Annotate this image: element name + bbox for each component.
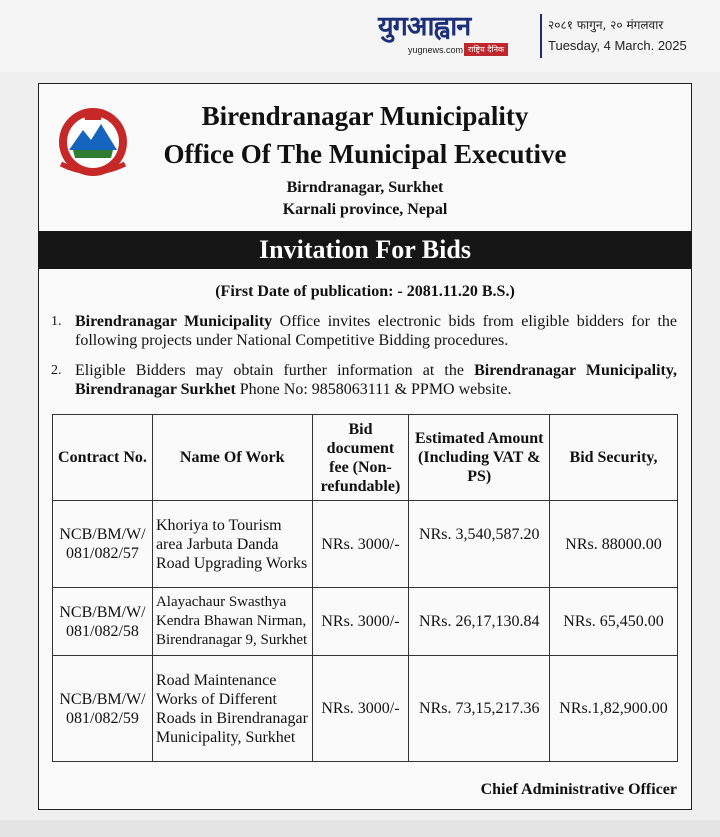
table-row <box>53 501 678 588</box>
paragraph-2 <box>51 361 677 399</box>
column-header: Bid Security, <box>550 415 678 501</box>
brand-site: yugnews.com <box>408 45 464 55</box>
estimated-amount-cell: NRs. 3,540,587.20 <box>409 501 550 588</box>
english-date: Tuesday, 4 March. 2025 <box>548 38 687 53</box>
office-name: Office Of The Municipal Executive <box>163 139 567 169</box>
work-name-cell: Alayachaur Swasthya Kendra Bhawan Nirman, Birendranagar 9, Surkhet <box>152 588 312 656</box>
signoff: Chief Administrative Officer <box>480 781 677 798</box>
bid-fee-cell: NRs. 3000/- <box>312 656 409 762</box>
contract-no-cell: NCB/BM/W/ 081/082/59 <box>53 656 153 762</box>
newspaper-masthead <box>0 0 720 72</box>
work-name-cell: Road Maintenance Works of Different Roads in Birendranagar Municipality, Surkhet <box>152 656 312 762</box>
municipality-name: Birendranagar Municipality <box>201 101 529 131</box>
column-header: Bid document fee (Non-refundable) <box>312 415 409 501</box>
paragraph-1 <box>51 312 677 350</box>
brand-tagline: राष्ट्रिय दैनिक <box>464 43 508 56</box>
bid-fee-cell: NRs. 3000/- <box>312 501 409 588</box>
masthead-divider <box>540 14 542 58</box>
bid-security-cell: NRs. 88000.00 <box>550 501 678 588</box>
page-bottom-strip <box>0 820 720 837</box>
contract-no-cell: NCB/BM/W/ 081/082/57 <box>53 501 153 588</box>
table-row <box>53 656 678 762</box>
invitation-banner: Invitation For Bids <box>38 231 692 269</box>
estimated-amount-cell: NRs. 73,15,217.36 <box>409 656 550 762</box>
bids-table <box>52 414 678 762</box>
address-line-1: Birndranagar, Surkhet <box>286 179 444 196</box>
paragraph-2-bold: Birendranagar Municipality, Birendranagar Surkhet <box>75 362 677 398</box>
newspaper-logo <box>378 10 536 56</box>
paragraph-2-text-end: Phone No: 9858063111 & PPMO website. <box>235 381 512 398</box>
brand-name: युगआह्वान <box>378 11 471 42</box>
paragraph-2-text: Eligible Bidders may obtain further information at the <box>75 362 475 379</box>
table-row <box>53 588 678 656</box>
bid-notice <box>38 83 692 810</box>
bid-fee-cell: NRs. 3000/- <box>312 588 409 656</box>
column-header: Estimated Amount (Including VAT & PS) <box>409 415 550 501</box>
paragraph-number: 2. <box>51 363 62 378</box>
estimated-amount-cell: NRs. 26,17,130.84 <box>409 588 550 656</box>
bid-security-cell: NRs.1,82,900.00 <box>550 656 678 762</box>
contract-no-cell: NCB/BM/W/ 081/082/58 <box>53 588 153 656</box>
table-header-row <box>53 415 678 501</box>
nepali-date: २०८१ फागुन, २० मंगलवार <box>548 18 664 32</box>
paragraph-1-bold: Birendranagar Municipality <box>75 313 273 330</box>
column-header: Contract No. <box>53 415 153 501</box>
bid-security-cell: NRs. 65,450.00 <box>550 588 678 656</box>
work-name-cell: Khoriya to Tourism area Jarbuta Danda Road Upgrading Works <box>152 501 312 588</box>
column-header: Name Of Work <box>152 415 312 501</box>
address-line-2: Karnali province, Nepal <box>282 201 448 218</box>
publication-date: (First Date of publication: - 2081.11.20 B.S.) <box>215 283 515 300</box>
paragraph-number: 1. <box>51 314 62 329</box>
paragraph-1-text: Office invites electronic bids from eligible bidders for the following projects under National Competitive Bidding procedures. <box>75 313 677 349</box>
